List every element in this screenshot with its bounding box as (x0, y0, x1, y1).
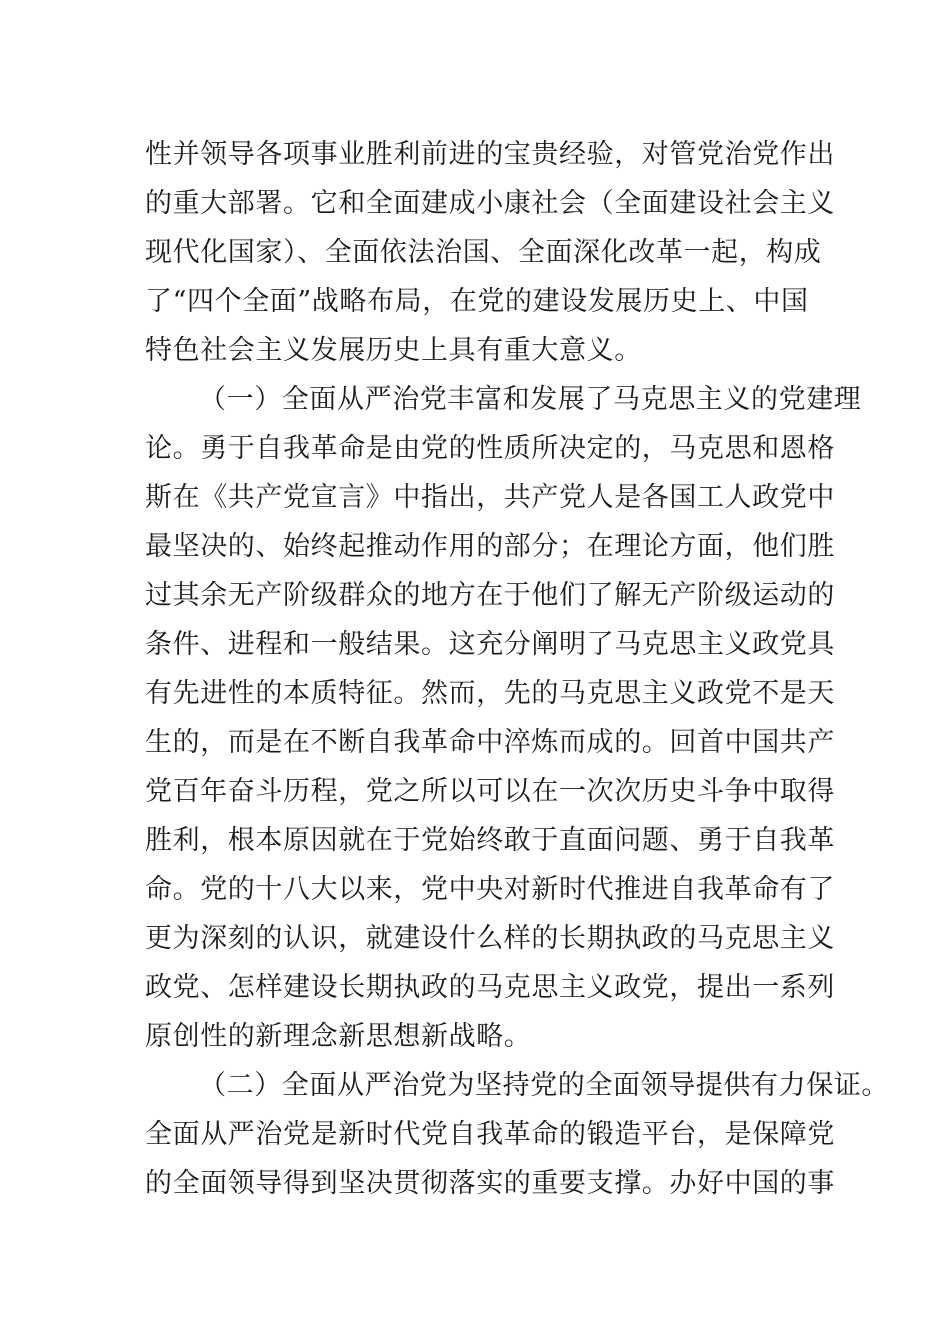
text-line: 现代化国家）、全面依法治国、全面深化改革一起，构成 (145, 237, 822, 268)
text-line: 胜利，根本原因就在于党始终敢于直面问题、勇于自我革 (145, 825, 835, 856)
body-text (145, 130, 889, 1208)
text-line: 全面从严治党是新时代党自我革命的锻造平台，是保障党 (145, 1119, 835, 1150)
paragraph-first-line: （二）全面从严治党为坚持党的全面领导提供有力保证。 (199, 1070, 889, 1101)
text-line: 命。党的十八大以来，党中央对新时代推进自我革命有了 (145, 874, 835, 905)
text-line: 党百年奋斗历程，党之所以可以在一次次历史斗争中取得 (145, 776, 835, 807)
text-line: 更为深刻的认识，就建设什么样的长期执政的马克思主义 (145, 923, 835, 954)
text-line: 政党、怎样建设长期执政的马克思主义政党，提出一系列 (145, 972, 835, 1003)
text-line: 斯在《共产党宣言》中指出，共产党人是各国工人政党中 (145, 482, 835, 513)
text-line: 条件、进程和一般结果。这充分阐明了马克思主义政党具 (145, 629, 835, 660)
text-line: 特色社会主义发展历史上具有重大意义。 (145, 335, 642, 366)
text-line: 有先进性的本质特征。然而，先的马克思主义政党不是天 (145, 678, 835, 709)
text-line: 性并领导各项事业胜利前进的宝贵经验，对管党治党作出 (145, 139, 835, 170)
paragraph-first-line: （一）全面从严治党丰富和发展了马克思主义的党建理 (199, 384, 862, 415)
text-line: 的全面领导得到坚决贯彻落实的重要支撑。办好中国的事 (145, 1168, 835, 1199)
text-line: 论。勇于自我革命是由党的性质所决定的，马克思和恩格 (145, 433, 835, 464)
text-line: 过其余无产阶级群众的地方在于他们了解无产阶级运动的 (145, 580, 835, 611)
text-line: 最坚决的、始终起推动作用的部分；在理论方面，他们胜 (145, 531, 835, 562)
text-line: 的重大部署。它和全面建成小康社会（全面建设社会主义 (145, 188, 835, 219)
text-line: 了“四个全面”战略布局，在党的建设发展历史上、中国 (145, 286, 809, 317)
text-line: 生的，而是在不断自我革命中淬炼而成的。回首中国共产 (145, 727, 835, 758)
text-line: 原创性的新理念新思想新战略。 (145, 1021, 532, 1052)
